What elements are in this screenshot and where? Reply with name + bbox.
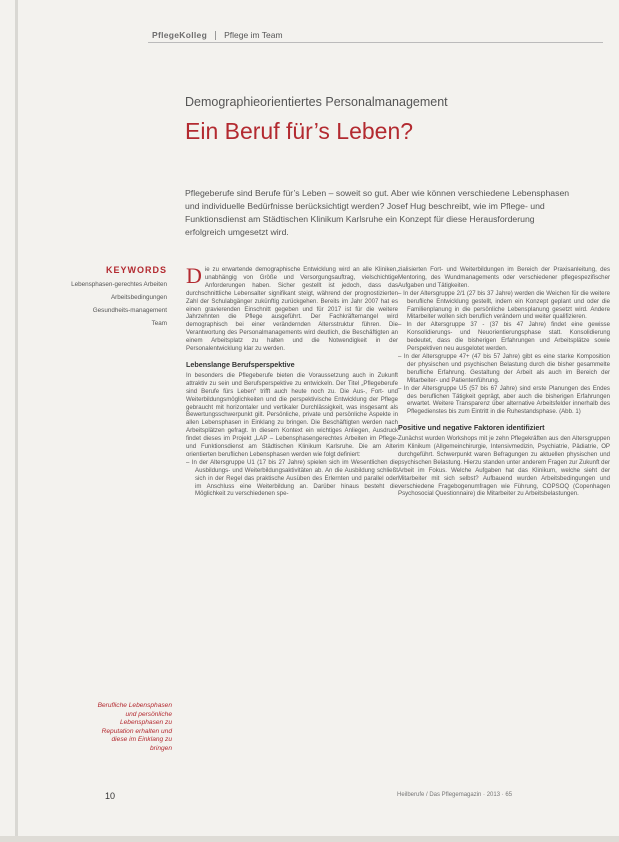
pull-quote: Berufliche Lebensphasen und persönliche Lebensphasen zu Reputation erhalten und diese im Einklang zu bringen xyxy=(97,702,172,752)
body-paragraph: In besonders die Pflegeberufe bieten die Voraussetzung auch in Zukunft attraktiv zu sein und Berufsperspektive zu entwickeln. Der Titel „Pflegeberufe sind Berufe fürs Leben“ trifft auch heute noch zu. Die Aus-, Fort- und Weiterbildungsmöglichkeiten und die perspektivische Entwicklung der Pflege gebraucht mit horizontaler und vertikaler Durchlässigkeit, was insgesamt als Bewertungsschwerpunkt gilt. Persönliche, private und persönliche Aspekte in allen Lebensphasen in Einklang zu bringen. Die Beschäftigten werden nach Arbeitsplätzen gefragt. In diesem Kontext ein wichtiges Anliegen, Ausdruck findet dieses im Projekt „LAP – Lebensphasengerechtes Arbeiten im Pflege- und Funktionsdienst am Städtischen Klinikum Karlsruhe. Die am Alter orientierten beruflichen Lebensphasen werden wie folgt definiert: xyxy=(186,371,398,458)
section-heading: Positive und negative Faktoren identifiziert xyxy=(398,423,545,433)
body-paragraph: Zunächst wurden Workshops mit je zehn Pflegekräften aus den Altersgruppen im Klinikum (Allgemeinchirurgie, Intensivmedizin, Psychiatrie, Pädiatrie, OP durchgeführt. Schwerpunkt waren Befragungen zu aktuellen physischen und psychischen Belastung. Hierzu standen unter anderem Fragen zur Zukunft der Arbeit im Fokus. Welche Aufgaben hat das Klinikum, welche sieht der Mitarbeiter mit sich selbst? Aufbauend wurden Arbeitsbedingungen und verschiedene Fragebogenumfragen wie Führung, COPSOQ (Copenhagen Psychosocial Questionnaire) die Mitarbeiter zu Arbeitsbelastungen. xyxy=(398,435,610,498)
keyword-item: Arbeitsbedingungen xyxy=(110,294,167,301)
list-item: – In der Altersgruppe 2/1 (27 bis 37 Jahre) werden die Weichen für die weitere berufliche Entwicklung gestellt, indem ein Konzept geplant und oder die Familienplanung in die persönliche Lebensplanung gesetzt wird. Andere Mitarbeiter wollen sich beruflich verändern und weiter qualifizieren. xyxy=(398,289,610,321)
list-item: – In der Altersgruppe U5 (57 bis 67 Jahre) sind erste Planungen des Endes des beruflichen Tätigkeit geprägt, aber auch die bisherigen Erfahrungen erwartet. Weitere Transparenz über alternative Arbeitsfelder innerhalb des Pflegedienstes bis zum Eintritt in die Ruhestandsphase. (Abb. 1) xyxy=(398,384,610,416)
keyword-item: Gesundheits-management xyxy=(92,307,167,314)
list-item: – In der Altersgruppe 47+ (47 bis 57 Jahre) gibt es eine starke Komposition der physischen und psychischen Belastung durch die bisher gesammelte berufliche Erfahrung. Gestaltung der Arbeit als auch im Bereich der Mitarbeiter- und Patientenführung. xyxy=(398,352,610,384)
article-kicker: Demographieorientiertes Personalmanagement xyxy=(185,95,448,109)
article-title: Ein Beruf für’s Leben? xyxy=(185,118,414,144)
binding-edge xyxy=(15,0,18,842)
header-brand: PflegeKolleg xyxy=(152,30,208,40)
intro-paragraph: ie zu erwartende demographische Entwicklung wird an alle Kliniken, unabhängig von Größe und Versorgungsauftrag, vielschichtige Anforderungen haben. Sicher gestellt ist jedoch, dass das durchschnittliche Lebensalter signifikant steigt, während der prognostizierten Zahl der Schulabgänger zukünftig zurückgehen. Bereits im Jahr 2007 hat es einen gravierenden Einschnitt gegeben und für 2017 ist für die weitere Jahrzehnten die Pflege ausgeführt. Der Fachkräftemangel wird demographisch bei einer verändernden Altersstruktur führen. Die Verantwortung des Personalmanagements wird deutlich, die Beschäftigten an einem Arbeitsplatz zu halten und die Notwendigkeit in der Personalentwicklung klar zu werden. xyxy=(186,266,398,353)
keyword-item: Lebensphasen-gerechtes Arbeiten xyxy=(71,281,167,288)
header-divider xyxy=(215,31,216,40)
page-bottom-edge xyxy=(0,836,619,842)
text-column-1 xyxy=(186,263,398,498)
drop-cap: D xyxy=(186,263,202,288)
text-column-2 xyxy=(398,266,610,498)
keywords-list xyxy=(60,281,167,333)
article-lead: Pflegeberufe sind Berufe für’s Leben – soweit so gut. Aber wie können verschiedene Lebensphasen und individuelle Bedürfnisse berücksichtigt werden? Josef Hug beschreibt, wie im Pflege- und Funktionsdienst am Städtischen Klinikum Karlsruhe ein Konzept für diese Herausforderung erfolgreich umgesetzt wird. xyxy=(185,188,570,237)
header-section: Pflege im Team xyxy=(224,30,283,40)
list-item: – In der Altersgruppe U1 (17 bis 27 Jahre) spielen sich im Wesentlichen die Ausbildungs- und Weiterbildungsaktivitäten ab. An die Ausbildung schließt sich in der Regel das praktische Ausüben des Erlernten und parallel oder im Anschluss eine Weiterbildung an. Darüber hinaus besteht die Möglichkeit zu verschiedenen spe- xyxy=(186,458,398,498)
body-paragraph: zialisierten Fort- und Weiterbildungen im Bereich der Praxisanleitung, des Mentoring, des Wundmanagements oder verschiedener pflegespezifischer Aufgaben und Tätigkeiten. xyxy=(398,266,610,289)
keyword-item: Team xyxy=(151,320,167,327)
keywords-title: KEYWORDS xyxy=(105,265,167,275)
section-heading: Lebenslange Berufsperspektive xyxy=(186,359,295,369)
header-rule xyxy=(148,42,603,43)
footer-citation: Heilberufe / Das Pflegemagazin · 2013 · 65 xyxy=(397,792,513,798)
running-header xyxy=(152,30,283,40)
page-number: 10 xyxy=(105,791,116,801)
list-item: – In der Altersgruppe 37 - (37 bis 47 Jahre) findet eine gewisse Konsolidierungs- und Neuorientierungsphase statt. Konsolidierung bedeutet, dass die bisherigen Erfahrungen und Arbeitsplätze sowie Perspektiven neu ausgelotet werden. xyxy=(398,321,610,353)
